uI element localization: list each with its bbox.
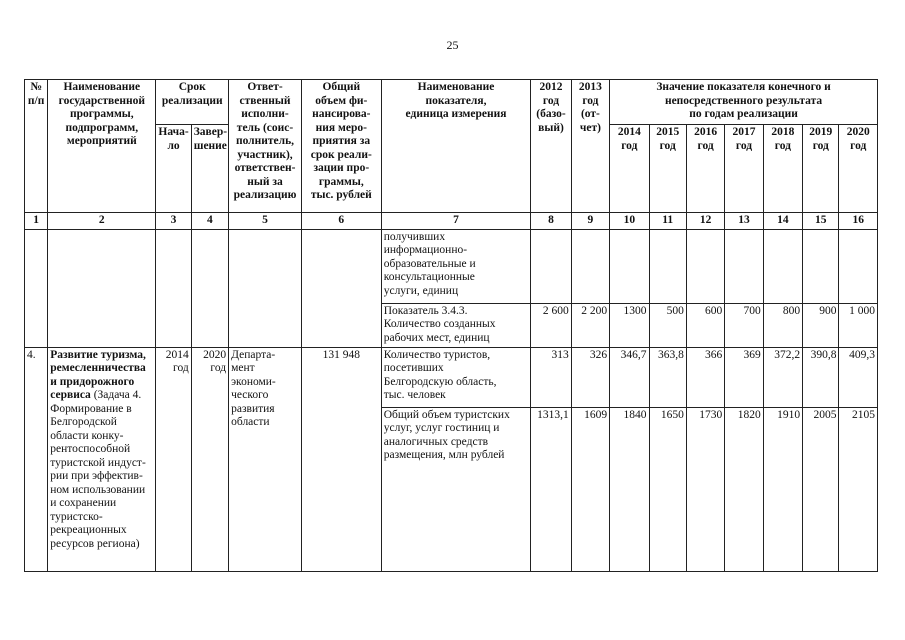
col-number: 5 xyxy=(229,213,302,230)
header-responsible: Ответ- ственный исполни- тель (соис- полнитель, участник), ответствен- ный за реализацию xyxy=(229,80,302,213)
responsible: Департа- мент экономи- ческого развития области xyxy=(229,347,302,571)
value-2020: 2105 xyxy=(839,407,878,571)
col-number: 12 xyxy=(686,213,724,230)
column-number-row xyxy=(25,213,878,230)
value-2018: 372,2 xyxy=(763,347,802,407)
col-number: 6 xyxy=(301,213,381,230)
col-number: 14 xyxy=(763,213,802,230)
col-number: 10 xyxy=(610,213,649,230)
value-2017: 1820 xyxy=(725,407,763,571)
cell-empty xyxy=(725,229,763,303)
indicator-continued: получивших информационно- образовательные и консультационные услуги, единиц xyxy=(381,229,531,303)
col-number: 13 xyxy=(725,213,763,230)
value-2015: 363,8 xyxy=(649,347,686,407)
cell-empty xyxy=(229,229,302,347)
cell-empty xyxy=(839,229,878,303)
cell-empty xyxy=(571,229,609,303)
col-number: 2 xyxy=(48,213,156,230)
cell-empty xyxy=(610,229,649,303)
col-number: 16 xyxy=(839,213,878,230)
value-2020: 1 000 xyxy=(839,303,878,347)
term-start: 2014 год xyxy=(156,347,191,571)
col-number: 1 xyxy=(25,213,48,230)
value-2014: 1300 xyxy=(610,303,649,347)
cell-empty xyxy=(25,229,48,347)
header-year-2016: 2016 год xyxy=(686,125,724,213)
value-2018: 800 xyxy=(763,303,802,347)
value-2020: 409,3 xyxy=(839,347,878,407)
header-indicator: Наименование показателя, единица измерения xyxy=(381,80,531,213)
header-values: Значение показателя конечного и непосредственного результата по годам реализации xyxy=(610,80,878,125)
value-2013: 1609 xyxy=(571,407,609,571)
table-row xyxy=(25,347,878,407)
indicator-3-4-3: Показатель 3.4.3. Количество созданных рабочих мест, единиц xyxy=(381,303,531,347)
indicator-tourists: Количество туристов, посетивших Белгородскую область, тыс. человек xyxy=(381,347,531,407)
value-2017: 700 xyxy=(725,303,763,347)
program-table xyxy=(24,79,878,572)
page-number: 25 xyxy=(446,38,459,52)
value-2019: 2005 xyxy=(803,407,839,571)
value-2018: 1910 xyxy=(763,407,802,571)
cell-empty xyxy=(48,229,156,347)
program-name xyxy=(48,347,156,571)
cell-empty xyxy=(191,229,228,347)
value-2014: 1840 xyxy=(610,407,649,571)
col-number: 8 xyxy=(531,213,571,230)
value-2019: 390,8 xyxy=(803,347,839,407)
col-number: 15 xyxy=(803,213,839,230)
value-2013: 2 200 xyxy=(571,303,609,347)
header-2012: 2012 год (базо- вый) xyxy=(531,80,571,213)
header-year-2019: 2019 год xyxy=(803,125,839,213)
value-2017: 369 xyxy=(725,347,763,407)
value-2012: 313 xyxy=(531,347,571,407)
cell-empty xyxy=(649,229,686,303)
col-number: 11 xyxy=(649,213,686,230)
indicator-tourism-volume: Общий объем туристских услуг, услуг гостиниц и аналогичных средств размещения, млн рублей xyxy=(381,407,531,571)
header-end: Завер- шение xyxy=(191,125,228,213)
cell-empty xyxy=(686,229,724,303)
cell-empty xyxy=(301,229,381,347)
value-2016: 1730 xyxy=(686,407,724,571)
header-row-1 xyxy=(25,80,878,125)
cell-empty xyxy=(763,229,802,303)
value-2013: 326 xyxy=(571,347,609,407)
value-2015: 500 xyxy=(649,303,686,347)
value-2016: 366 xyxy=(686,347,724,407)
value-2012: 1313,1 xyxy=(531,407,571,571)
header-year-2017: 2017 год xyxy=(725,125,763,213)
cell-empty xyxy=(156,229,191,347)
header-num: № п/п xyxy=(25,80,48,213)
cell-empty xyxy=(531,229,571,303)
term-end: 2020 год xyxy=(191,347,228,571)
header-year-2014: 2014 год xyxy=(610,125,649,213)
program-name-bold: Развитие туризма, ремесленничества и придорожного сервиса xyxy=(50,348,146,401)
value-2016: 600 xyxy=(686,303,724,347)
header-year-2018: 2018 год xyxy=(763,125,802,213)
header-year-2020: 2020 год xyxy=(839,125,878,213)
cell-empty xyxy=(803,229,839,303)
value-2019: 900 xyxy=(803,303,839,347)
item-number: 4. xyxy=(25,347,48,571)
header-term: Срок реализации xyxy=(156,80,229,125)
header-name: Наименование государственной программы, подпрограмм, мероприятий xyxy=(48,80,156,213)
program-name-task: (Задача 4. Формирование в Белгородской области конку- рентоспособной туристской индуст- рии при эффектив- ном использовании и сохранении туристско- рекреационных ресурсов региона) xyxy=(50,389,146,550)
col-number: 7 xyxy=(381,213,531,230)
financing-total: 131 948 xyxy=(301,347,381,571)
header-financing: Общий объем фи- нансирова- ния меро- приятия за срок реали- зации про- граммы, тыс. рублей xyxy=(301,80,381,213)
col-number: 9 xyxy=(571,213,609,230)
value-2014: 346,7 xyxy=(610,347,649,407)
header-start: Нача- ло xyxy=(156,125,191,213)
table-row xyxy=(25,229,878,303)
value-2015: 1650 xyxy=(649,407,686,571)
value-2012: 2 600 xyxy=(531,303,571,347)
col-number: 3 xyxy=(156,213,191,230)
header-year-2015: 2015 год xyxy=(649,125,686,213)
header-2013: 2013 год (от- чет) xyxy=(571,80,609,213)
col-number: 4 xyxy=(191,213,228,230)
